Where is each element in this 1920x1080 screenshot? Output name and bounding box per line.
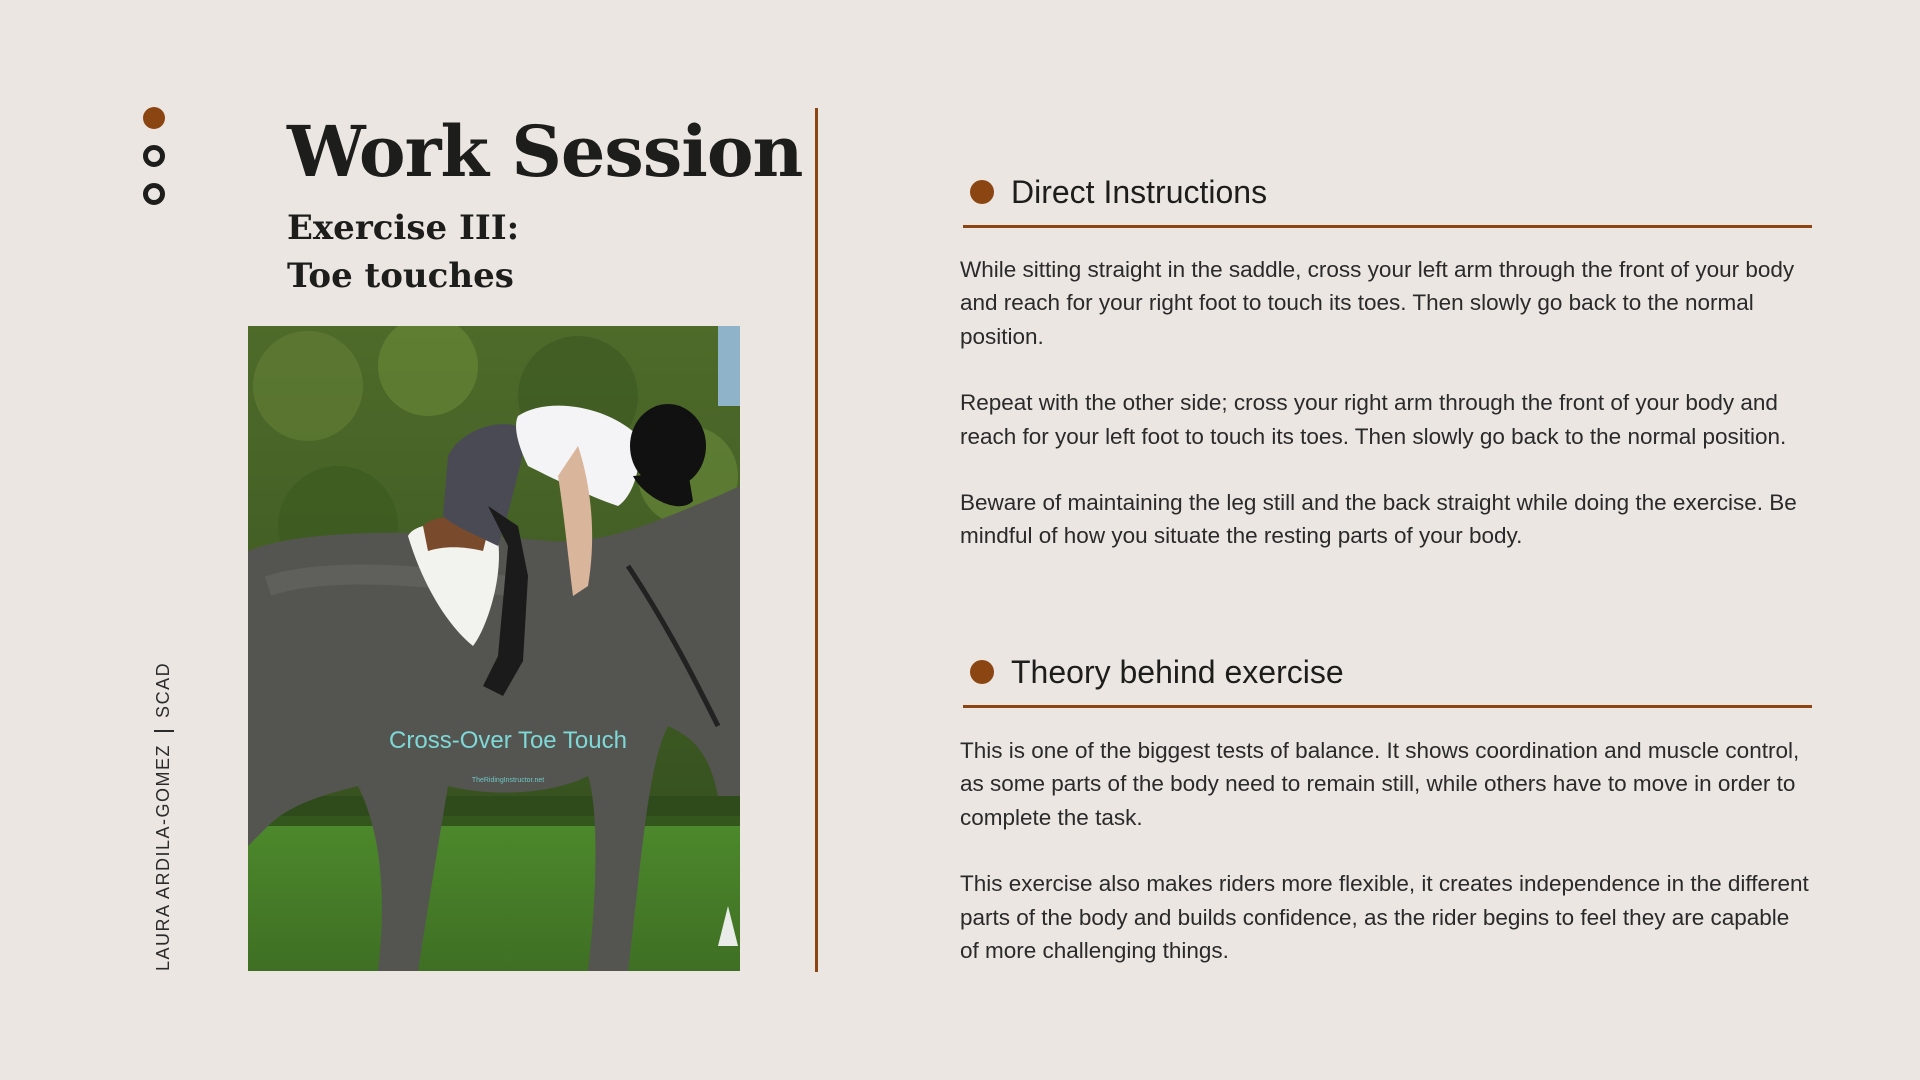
section-theory xyxy=(960,644,1812,967)
page-title: Work Session xyxy=(287,110,803,193)
credit-separator xyxy=(154,730,174,732)
credit-school: SCAD xyxy=(153,661,173,718)
section-rule xyxy=(963,225,1812,228)
exercise-number: Exercise III: xyxy=(287,208,520,248)
section-body xyxy=(960,253,1812,553)
vertical-divider xyxy=(815,108,818,972)
paragraph: Beware of maintaining the leg still and the back straight while doing the exercise. Be mindful of how you situate the resting parts of your body. xyxy=(960,490,1797,549)
side-credit xyxy=(153,662,174,971)
section-direct-instructions xyxy=(960,164,1812,553)
bullet-icon xyxy=(970,180,994,204)
photo-watermark: TheRidingInstructor.net xyxy=(471,777,545,784)
exercise-name: Toe touches xyxy=(287,256,514,296)
paragraph: While sitting straight in the saddle, cross your left arm through the front of your body and reach for your right foot to touch its toes. Then slowly go back to the normal position. xyxy=(960,257,1795,349)
credit-author: LAURA ARDILA-GOMEZ xyxy=(153,743,173,971)
paragraph: Repeat with the other side; cross your right arm through the front of your body and reach for your left foot to touch its toes. Then slowly go back to the normal position. xyxy=(960,390,1787,449)
paragraph: This is one of the biggest tests of balance. It shows coordination and muscle control, as some parts of the body need to remain still, while others have to move in order to complete the task. xyxy=(960,738,1800,830)
section-header xyxy=(960,164,1812,220)
section-title: Theory behind exercise xyxy=(1011,653,1344,690)
section-title: Direct Instructions xyxy=(1011,173,1268,210)
exercise-photo xyxy=(248,326,740,971)
nav-dot[interactable] xyxy=(143,183,165,205)
paragraph: This exercise also makes riders more flexible, it creates independence in the different parts of the body and builds confidence, as the rider begins to feel they are capable of more challenging things. xyxy=(960,871,1809,964)
photo-caption: Cross-Over Toe Touch xyxy=(389,727,627,754)
section-header xyxy=(960,644,1812,700)
section-body xyxy=(960,734,1812,967)
section-rule xyxy=(963,705,1812,708)
nav-dot[interactable] xyxy=(143,145,165,167)
exercise-subtitle xyxy=(287,204,519,300)
bullet-icon xyxy=(970,660,994,684)
slide-nav-dots xyxy=(143,107,167,221)
nav-dot-active[interactable] xyxy=(143,107,165,129)
